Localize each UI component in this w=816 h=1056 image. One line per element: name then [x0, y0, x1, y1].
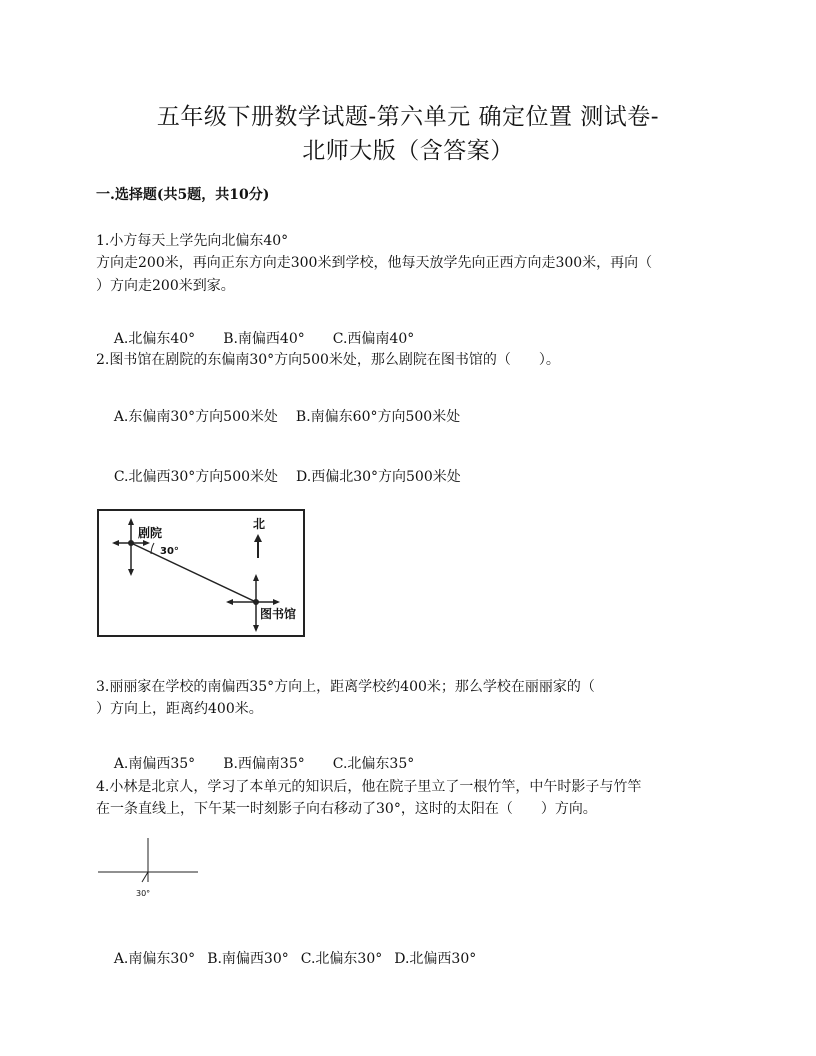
option-b: B.南偏西40° — [223, 331, 305, 347]
library-point — [253, 599, 259, 605]
question-1-line-2: 方向走200米，再向正东方向走300米到学校，他每天放学先向正西方向走300米，再向（ — [96, 255, 653, 271]
question-2-line-1: 2.图书馆在剧院的东偏南30°方向500米处，那么剧院在图书馆的（ ）。 — [96, 352, 560, 368]
arrowhead — [128, 569, 134, 576]
document-title-line-2: 北师大版（含答案） — [302, 138, 514, 164]
angle-label: 30° — [160, 546, 179, 557]
option-d: D.西偏北30°方向500米处 — [296, 469, 461, 485]
option-c: C.北偏东35° — [332, 756, 415, 772]
option-a: A.南偏东30° — [113, 951, 196, 967]
question-1-line-1: 1.小方每天上学先向北偏东40° — [96, 233, 289, 249]
option-a: A.北偏东40° — [113, 331, 196, 347]
arrowhead — [128, 518, 134, 525]
question-1-line-3: ）方向走200米到家。 — [96, 278, 235, 294]
north-arrowhead — [254, 534, 262, 542]
option-a: A.东偏南30°方向500米处 — [113, 409, 278, 425]
option-a: A.南偏西35° — [113, 756, 196, 772]
arrowhead — [273, 599, 280, 605]
question-2-figure — [96, 508, 308, 640]
question-2-options-row-1 — [96, 390, 488, 442]
arrowhead — [253, 574, 259, 581]
option-d: D.北偏西30° — [394, 951, 477, 967]
question-3-line-1: 3.丽丽家在学校的南偏西35°方向上，距离学校约400米；那么学校在丽丽家的（ — [96, 679, 595, 695]
option-b: B.西偏南35° — [223, 756, 305, 772]
shadow-line — [142, 872, 148, 882]
option-b: B.南偏西30° — [207, 951, 289, 967]
document-title-line-1: 五年级下册数学试题-第六单元 确定位置 测试卷- — [156, 104, 660, 130]
theater-label: 剧院 — [138, 526, 163, 540]
arrowhead — [226, 599, 233, 605]
angle-label: 30° — [136, 889, 151, 898]
arrowhead — [143, 540, 150, 546]
arrowhead — [112, 540, 119, 546]
question-4-line-2: 在一条直线上，下午某一时刻影子向右移动了30°，这时的太阳在（ ）方向。 — [96, 801, 597, 817]
option-c: C.北偏东30° — [300, 951, 383, 967]
option-c: C.西偏南40° — [332, 331, 415, 347]
question-3-line-2: ）方向上，距离约400米。 — [96, 701, 263, 717]
question-4-figure — [96, 836, 202, 902]
north-label: 北 — [253, 517, 266, 531]
option-c: C.北偏西30°方向500米处 — [113, 469, 279, 485]
theater-library-line — [131, 543, 256, 602]
question-4-options — [96, 932, 488, 984]
section-heading: 一.选择题(共5题，共10分) — [96, 187, 270, 203]
question-4-line-1: 4.小林是北京人，学习了本单元的知识后，他在院子里立了一根竹竿，中午时影子与竹竿 — [96, 779, 642, 795]
option-b: B.南偏东60°方向500米处 — [295, 409, 461, 425]
library-label: 图书馆 — [260, 607, 297, 621]
question-2-options-row-2 — [96, 450, 489, 502]
arrowhead — [253, 625, 259, 632]
